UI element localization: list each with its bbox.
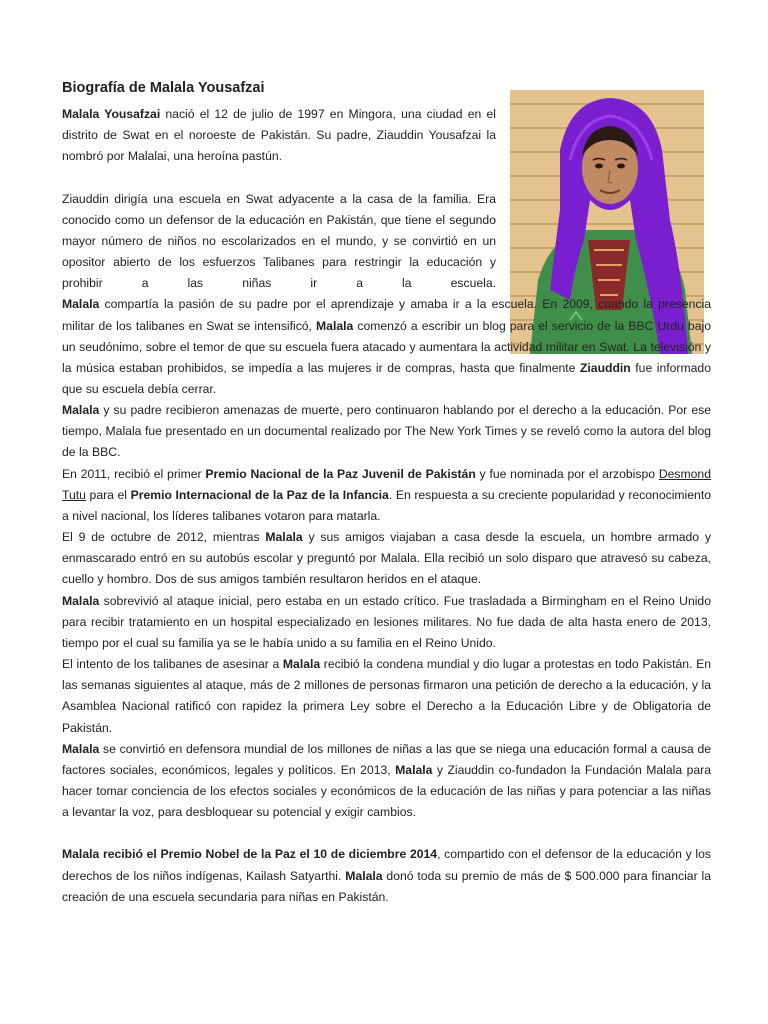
awards-text-2: y fue nominada por el arzobispo: [475, 466, 659, 481]
awards-text-3: para el: [85, 487, 131, 502]
paragraph-foundation: [62, 739, 711, 824]
page-title: Biografía de Malala Yousafzai: [62, 80, 265, 96]
bold-name: Malala: [282, 657, 321, 672]
nobel-text-2: donó toda su premio de más de $ 500.000 para financiar la creación de una escuela secundaria para niñas en Pakistán.: [62, 868, 711, 904]
intro-text: nació el 12 de julio de 1997 en Mingora, una ciudad en el distrito de Swat en el noroeste de Pakistán. Su padre, Ziauddin Yousafzai la nombró por Malalai, una heroína pastún.: [62, 107, 496, 164]
blog-text-3: fue informado que su escuela debía cerrar.: [62, 360, 711, 397]
awards-text-4: . En respuesta a su creciente popularidad y reconocimiento a nivel nacional, los líderes talibanes votaron para matarla.: [62, 487, 711, 523]
paragraph-blog: [62, 294, 711, 400]
bold-name: Ziauddin: [579, 360, 631, 375]
paragraph-intro: [62, 104, 496, 167]
paragraph-recovery: [62, 591, 711, 654]
bold-name: Malala: [316, 318, 354, 333]
foundation-text-2: y Ziauddin co-fundadon la Fundación Malala para hacer tomar conciencia de los efectos sociales y económicos de la educación de las niñas y para potenciar a las niñas a levantar la voz, para desbloquear su potencial y exigir cambios.: [62, 762, 711, 820]
reaction-text-1: El intento de los talibanes de asesinar a: [62, 657, 283, 672]
bold-name: Malala: [62, 741, 100, 756]
foundation-text-1: se convirtió en defensora mundial de los millones de niñas a las que se niega una educación formal a causa de factores sociales, económicos, legales y políticos. En 2013,: [62, 741, 711, 777]
bold-award: Premio Nacional de la Paz Juvenil de Pakistán: [205, 466, 476, 481]
blog-text-1: compartía la pasión de su padre por el aprendizaje y amaba ir a la escuela. En 2009, cuando la presencia militar de los talibanes en Swat se intensificó,: [62, 297, 711, 333]
bold-name: Malala: [62, 297, 100, 312]
blog-text-2: comenzó a escribir un blog para el servicio de la BBC Urdu bajo un seudónimo, sobre el temor de que su escuela fuera atacado y aumentara la actividad militar en Swat. La televisión y la música estaban prohibidos, se impedía a las mujeres ir de compras, hasta que finalmente: [62, 318, 711, 375]
paragraph-nobel: [62, 844, 711, 907]
threats-text: y su padre recibieron amenazas de muerte, pero continuaron hablando por el derecho a la educación. Por ese tiempo, Malala fue presentado en un documental realizado por The New York Times y se reveló como la autora del blog de la BBC.: [62, 403, 711, 460]
attack-text-2: y sus amigos viajaban a casa desde la escuela, un hombre armado y enmascarado entró en su autobús escolar y preguntó por Malala. Ella recibió un solo disparo que atravesó su cabeza, cuello y hombro. Dos de sus amigos también resultaron heridos en el ataque.: [62, 530, 711, 587]
attack-text-1: El 9 de octubre de 2012, mientras: [62, 530, 266, 545]
awards-text-1: En 2011, recibió el primer: [62, 466, 206, 481]
paragraph-reaction: [62, 654, 711, 739]
bold-award: Premio Internacional de la Paz de la Infancia: [130, 487, 389, 502]
bold-name: Malala Yousafzai: [62, 107, 161, 121]
ziauddin-text: Ziauddin dirigía una escuela en Swat adyacente a la casa de la familia. Era conocido como un defensor de la educación en Pakistán, que tiene el segundo mayor número de niños no escolarizados en el mundo, y se convirtió en un opositor abierto de los esfuerzos Talibanes para restringir la educación y prohibir a las niñas ir a la escuela.: [62, 191, 496, 291]
bold-name: Malala: [62, 593, 100, 608]
paragraph-threats: [62, 400, 711, 463]
reaction-text-2: recibió la condena mundial y dio lugar a protestas en todo Pakistán. En las semanas siguientes al ataque, más de 2 millones de personas firmaron una petición de derecho a la educación, y la Asamblea Nacional ratificó con rapidez la primera Ley sobre el Derecho a la Educación Libre y de Obligatoria de Pakistán.: [62, 657, 711, 735]
paragraph-awards-2011: [62, 464, 711, 527]
desmond-tutu-link[interactable]: Desmond Tutu: [62, 466, 711, 502]
paragraph-attack: [62, 527, 711, 590]
paragraph-ziauddin: [62, 189, 496, 295]
bold-name: Malala: [395, 762, 433, 777]
bold-name: Malala: [62, 403, 100, 418]
nobel-text-1: , compartido con el defensor de la educación y los derechos de los niños indígenas, Kailash Satyarthi.: [62, 847, 711, 883]
recovery-text: sobrevivió al ataque inicial, pero estaba en un estado crítico. Fue trasladada a Birmingham en el Reino Unido para recibir tratamiento en un hospital especializado en lesiones militares. No fue dada de alta hasta enero de 2013, tiempo por el cual su familia ya se le había unido a su familia en el Reino Unido.: [62, 593, 711, 650]
bold-nobel: Malala recibió el Premio Nobel de la Paz el 10 de diciembre 2014: [62, 847, 438, 862]
biography-text: [62, 104, 711, 908]
bold-name: Malala: [265, 530, 303, 545]
bold-name: Malala: [345, 868, 383, 883]
